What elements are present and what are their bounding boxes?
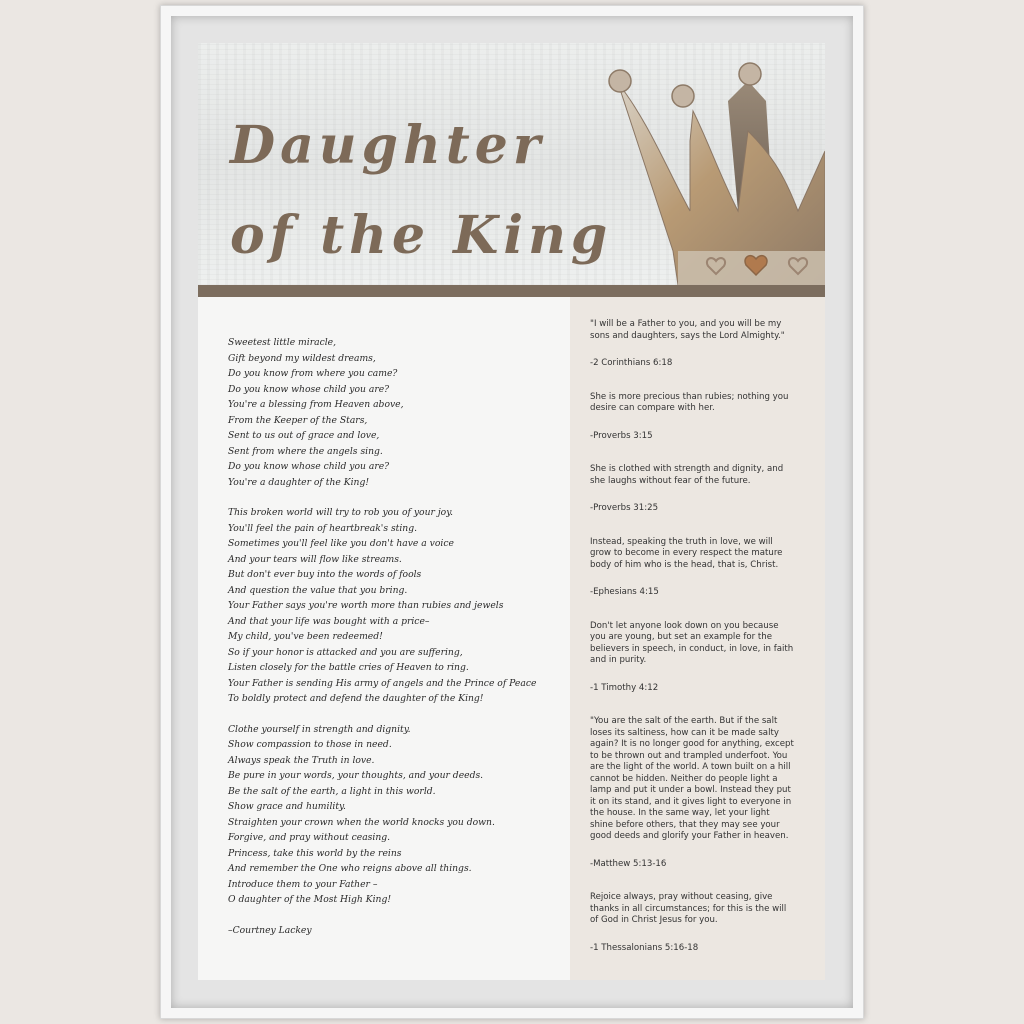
verse-item xyxy=(590,621,795,695)
poem-line: Sent from where the angels sing. xyxy=(228,445,383,457)
poem-line: Sent to us out of grace and love, xyxy=(228,430,380,441)
poem-line: Gift beyond my wildest dreams, xyxy=(228,352,376,364)
verse-item xyxy=(590,716,795,870)
verse-text: "You are the salt of the earth. But if the salt loses its saltiness, how can it be made salty again? It is no longer good for anything, except to be thrown out and trampled underfoot. You are the light of the world. A town built on a hill cannot be hidden. Neither do people light a lamp and put it under a bowl. Instead they put it on its stand, and it gives light to everyone in the house. In the same way, let your light shine before others, that they may see your good deeds and glorify your Father in heaven. xyxy=(590,716,794,841)
poem-line: Introduce them to your Father – xyxy=(228,878,378,890)
verse-text: Rejoice always, pray without ceasing, give thanks in all circumstances; for this is the will of God in Christ Jesus for you. xyxy=(590,892,787,925)
poem-line: You're a daughter of the King! xyxy=(228,476,370,488)
poem-line: Clothe yourself in strength and dignity. xyxy=(228,723,411,735)
poem-line: You'll feel the pain of heartbreak's sting. xyxy=(228,522,418,534)
poem-line: Sweetest little miracle, xyxy=(228,337,337,348)
poem-line: To boldly protect and defend the daughter of the King! xyxy=(228,693,484,704)
poem-line: Princess, take this world by the reins xyxy=(228,847,402,859)
verse-reference: -1 Timothy 4:12 xyxy=(590,682,659,693)
poem-line: My child, you've been redeemed! xyxy=(228,631,383,642)
poem-line: Be pure in your words, your thoughts, and your deeds. xyxy=(228,770,484,781)
poem-stanza xyxy=(228,335,558,490)
verse-reference: -1 Thessalonians 5:16-18 xyxy=(590,942,699,953)
poem-line: Your Father is sending His army of angels and the Prince of Peace xyxy=(228,677,537,689)
poem-stanza xyxy=(228,505,558,707)
poem-line: Do you know from where you came? xyxy=(228,368,398,379)
poem-author: –Courtney Lackey xyxy=(228,924,312,936)
verse-reference: -2 Corinthians 6:18 xyxy=(590,358,673,368)
poem-line: And your tears will flow like streams. xyxy=(228,553,402,565)
poem-line: You're a blessing from Heaven above, xyxy=(228,399,404,410)
verse-reference: -Ephesians 4:15 xyxy=(590,587,659,597)
poem-line: Sometimes you'll feel like you don't have a voice xyxy=(228,538,454,549)
poem-line: But don't ever buy into the words of fools xyxy=(228,569,422,580)
verse-item xyxy=(590,392,795,443)
verse-text: She is more precious than rubies; nothing you desire can compare with her. xyxy=(590,391,789,413)
verse-item xyxy=(590,319,795,370)
poem-line: And remember the One who reigns above all things. xyxy=(228,863,472,874)
poem-stanza xyxy=(228,722,558,908)
poem-line: And that your life was bought with a price– xyxy=(228,615,430,627)
verse-item xyxy=(590,464,795,515)
poem-line: And question the value that you bring. xyxy=(228,584,408,596)
verse-reference: -Proverbs 3:15 xyxy=(590,430,653,441)
verse-item xyxy=(590,537,795,599)
poem-line: Forgive, and pray without ceasing. xyxy=(228,832,391,843)
verse-list xyxy=(590,319,795,976)
poem-line: Do you know whose child you are? xyxy=(228,461,390,472)
crown-icon xyxy=(598,61,825,285)
poem xyxy=(228,335,558,938)
verse-text: "I will be a Father to you, and you will be my sons and daughters, says the Lord Almighty." xyxy=(590,319,785,341)
verses-panel xyxy=(570,297,825,980)
page-title xyxy=(230,101,612,281)
verse-reference: -Matthew 5:13-16 xyxy=(590,858,667,869)
header-banner xyxy=(198,43,825,285)
verse-item xyxy=(590,892,795,954)
poem-line: Do you know whose child you are? xyxy=(228,383,390,395)
poem-line: Be the salt of the earth, a light in this world. xyxy=(228,785,436,797)
poem-line: This broken world will try to rob you of your joy. xyxy=(228,507,454,518)
canvas-print xyxy=(198,43,825,980)
poem-line: Show compassion to those in need. xyxy=(228,739,392,750)
verse-text: Don't let anyone look down on you because you are young, but set an example for the believers in speech, in conduct, in love, in faith and in purity. xyxy=(590,620,794,665)
poem-line: Always speak the Truth in love. xyxy=(228,754,375,766)
poem-line: Your Father says you're worth more than rubies and jewels xyxy=(228,600,504,611)
poem-line: O daughter of the Most High King! xyxy=(228,894,392,905)
poem-line: Show grace and humility. xyxy=(228,801,346,812)
poem-line: Straighten your crown when the world knocks you down. xyxy=(228,816,495,828)
poem-line: From the Keeper of the Stars, xyxy=(228,414,368,426)
poem-line: Listen closely for the battle cries of Heaven to ring. xyxy=(228,662,469,673)
title-line-1: Daughter xyxy=(230,115,546,176)
poem-panel xyxy=(198,297,570,980)
verse-text: She is clothed with strength and dignity, and she laughs without fear of the future. xyxy=(590,464,784,486)
title-line-2: of the King xyxy=(230,205,613,266)
verse-text: Instead, speaking the truth in love, we will grow to become in every respect the mature body of him who is the head, that is, Christ. xyxy=(590,536,783,570)
divider-band xyxy=(198,285,825,297)
verse-reference: -Proverbs 31:25 xyxy=(590,503,659,513)
poem-line: So if your honor is attacked and you are suffering, xyxy=(228,646,463,658)
